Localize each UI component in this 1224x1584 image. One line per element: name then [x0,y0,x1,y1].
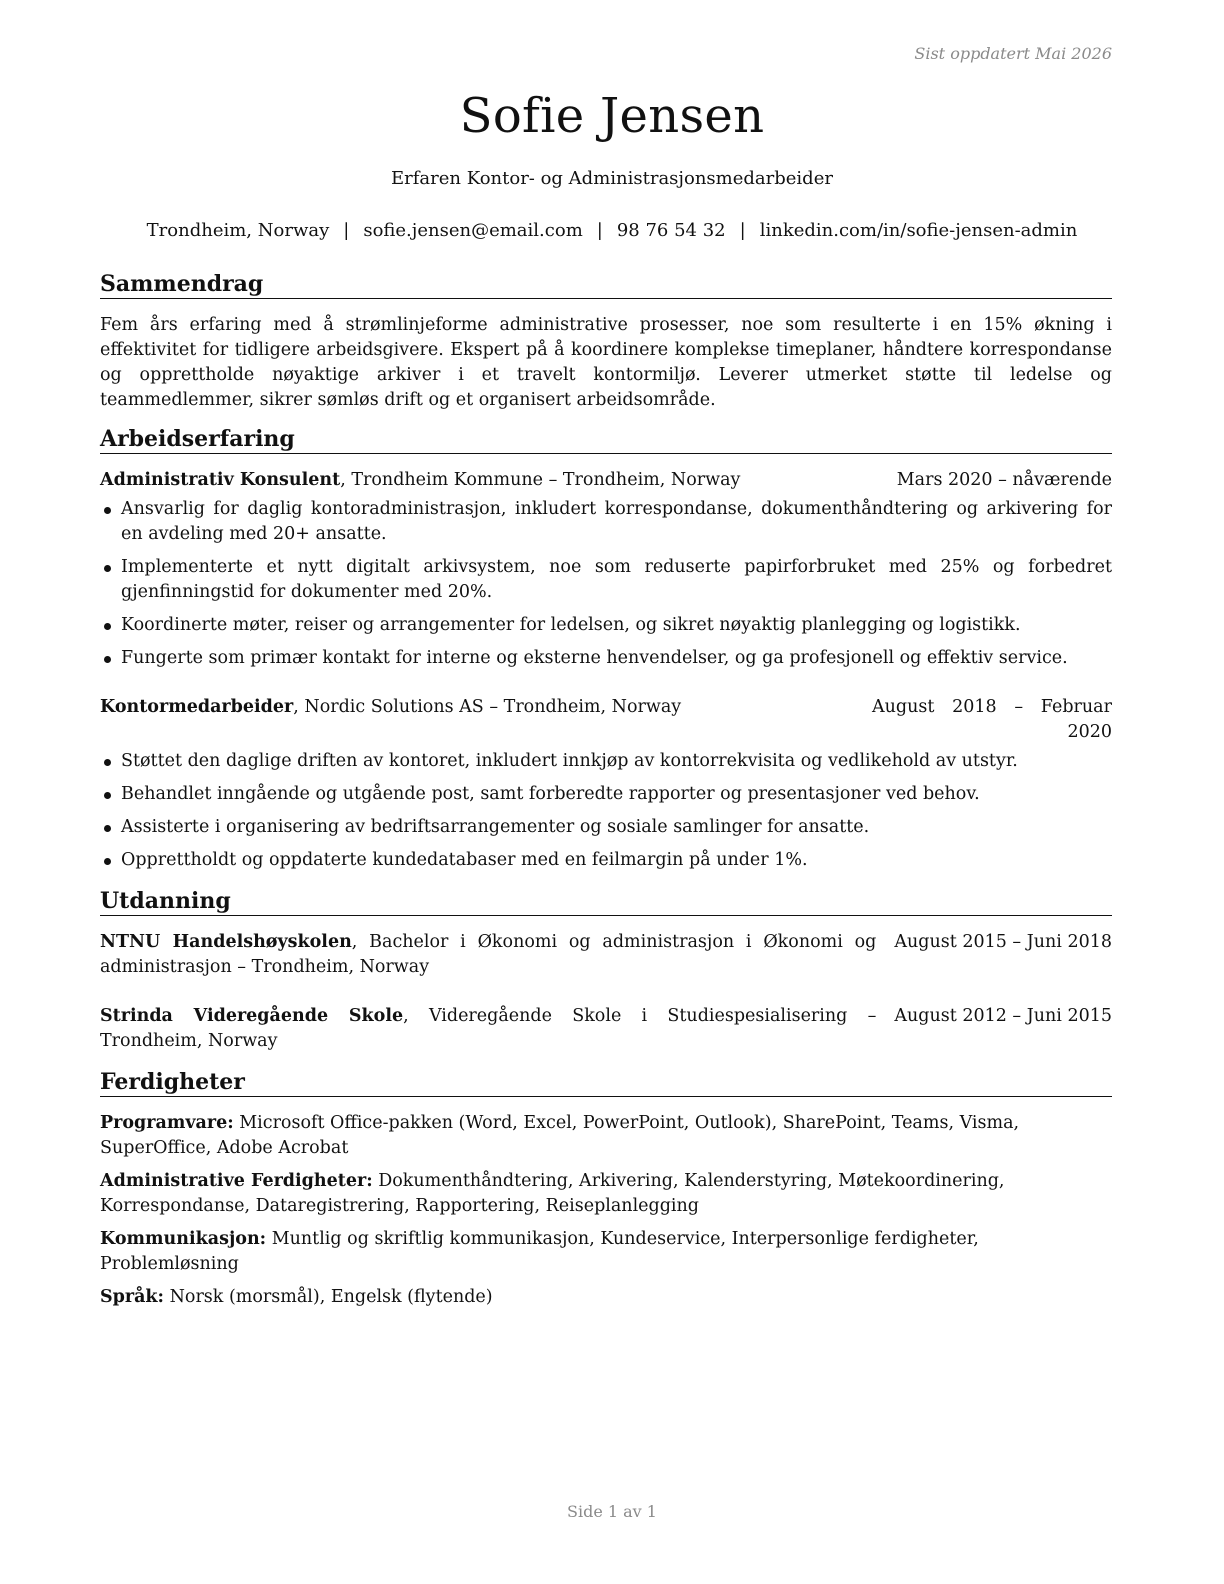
skill-line [100,1169,1112,1219]
candidate-name: Sofie Jensen [459,88,765,144]
education-details: , Videregående Skole i Studiespesialisering – Trondheim, Norway [100,1006,877,1051]
skill-label: Språk: [100,1287,165,1307]
skill-label: Administrative Ferdigheter: [100,1171,373,1191]
job-bullets [100,749,1112,873]
contact-separator: | [739,220,746,241]
job-role: Administrativ Konsulent [100,470,341,490]
job-title-line [100,468,897,493]
contact-phone: 98 76 54 32 [616,220,726,241]
education-school: Strinda Videregående Skole [100,1006,404,1026]
education-dates: August 2015 – Juni 2018 [894,932,1112,952]
contact-email[interactable]: sofie.jensen@email.com [363,220,583,241]
candidate-subtitle: Erfaren Kontor- og Administrasjonsmedarbeider [391,168,833,189]
contact-line [0,220,1224,241]
education-dates: August 2012 – Juni 2015 [894,1006,1112,1026]
job-bullet: Opprettholdt og oppdaterte kundedatabaser med en feilmargin på under 1%. [100,848,1112,873]
job-entry [100,468,1112,671]
education-entry [100,930,1112,980]
education-header [100,930,1112,980]
job-employer: , Trondheim Kommune – Trondheim, Norway [340,470,741,490]
contact-separator: | [596,220,603,241]
education-title-line [100,930,894,980]
skill-value: Microsoft Office-pakken (Word, Excel, PowerPoint, Outlook), SharePoint, Teams, Visma, SuperOffice, Adobe Acrobat [100,1113,1020,1158]
job-header [100,468,1112,493]
job-role: Kontormedarbeider [100,697,294,717]
education-header [100,1004,1112,1054]
education-details: , Bachelor i Økonomi og administrasjon i Økonomi og administrasjon – Trondheim, Norway [100,932,877,977]
job-dates: Mars 2020 – nåværende [896,470,1112,490]
job-bullet: Behandlet inngående og utgående post, samt forberedte rapporter og presentasjoner ved behov. [100,782,1112,807]
job-bullet: Ansvarlig for daglig kontoradministrasjon, inkludert korrespondanse, dokumenthåndtering og arkivering for en avdeling med 20+ ansatte. [100,497,1112,547]
contact-location: Trondheim, Norway [146,220,330,241]
skill-label: Programvare: [100,1113,234,1133]
education-section [100,887,1112,1054]
last-updated: Sist oppdatert Mai 2026 [914,44,1112,63]
job-bullet: Støttet den daglige driften av kontoret, inkludert innkjøp av kontorrekvisita og vedlikehold av utstyr. [100,749,1112,774]
job-bullet: Fungerte som primær kontakt for interne og eksterne henvendelser, og ga profesjonell og effektiv service. [100,646,1112,671]
section-title-experience: Arbeidserfaring [100,425,1112,454]
contact-separator: | [343,220,350,241]
skill-line [100,1111,1112,1161]
experience-section [100,425,1112,873]
skill-value: Muntlig og skriftlig kommunikasjon, Kundeservice, Interpersonlige ferdigheter, Problemløsning [100,1229,979,1274]
section-title-summary: Sammendrag [100,270,1112,299]
summary-section [100,270,1112,413]
resume-body [100,270,1112,1322]
summary-text: Fem års erfaring med å strømlinjeforme administrative prosesser, noe som resulterte i en 15% økning i effektivitet for tidligere arbeidsgivere. Ekspert på å koordinere komplekse timeplaner, håndtere korrespondanse og opprettholde nøyaktige arkiver i et travelt kontormiljø. Leverer utmerket støtte til ledelse og teammedlemmer, sikrer sømløs drift og et organisert arbeidsområde. [100,315,1112,410]
education-entry [100,1004,1112,1054]
job-bullet: Assisterte i organisering av bedriftsarrangementer og sosiale samlinger for ansatte. [100,815,1112,840]
job-bullet: Koordinerte møter, reiser og arrangementer for ledelsen, og sikret nøyaktig planlegging og logistikk. [100,613,1112,638]
job-bullets [100,497,1112,671]
skill-line [100,1227,1112,1277]
job-bullet: Implementerte et nytt digitalt arkivsystem, noe som reduserte papirforbruket med 25% og forbedret gjenfinningstid for dokumenter med 20%. [100,555,1112,605]
page-number: Side 1 av 1 [567,1502,657,1521]
skill-line [100,1285,1112,1310]
skill-value: Norsk (morsmål), Engelsk (flytende) [164,1287,493,1307]
skills-section [100,1068,1112,1310]
section-title-education: Utdanning [100,887,1112,916]
skill-label: Kommunikasjon: [100,1229,267,1249]
job-header [100,695,1112,745]
education-school: NTNU Handelshøyskolen [100,932,352,952]
contact-linkedin[interactable]: linkedin.com/in/sofie-jensen-admin [759,220,1078,241]
job-entry [100,695,1112,873]
skill-value: Dokumenthåndtering, Arkivering, Kalenderstyring, Møtekoordinering, Korrespondanse, Dataregistrering, Rapportering, Reiseplanlegging [100,1171,1005,1216]
section-title-skills: Ferdigheter [100,1068,1112,1097]
job-title-line [100,695,872,720]
education-title-line [100,1004,894,1054]
job-employer: , Nordic Solutions AS – Trondheim, Norway [293,697,682,717]
job-dates: August 2018 – Februar 2020 [872,697,1112,742]
